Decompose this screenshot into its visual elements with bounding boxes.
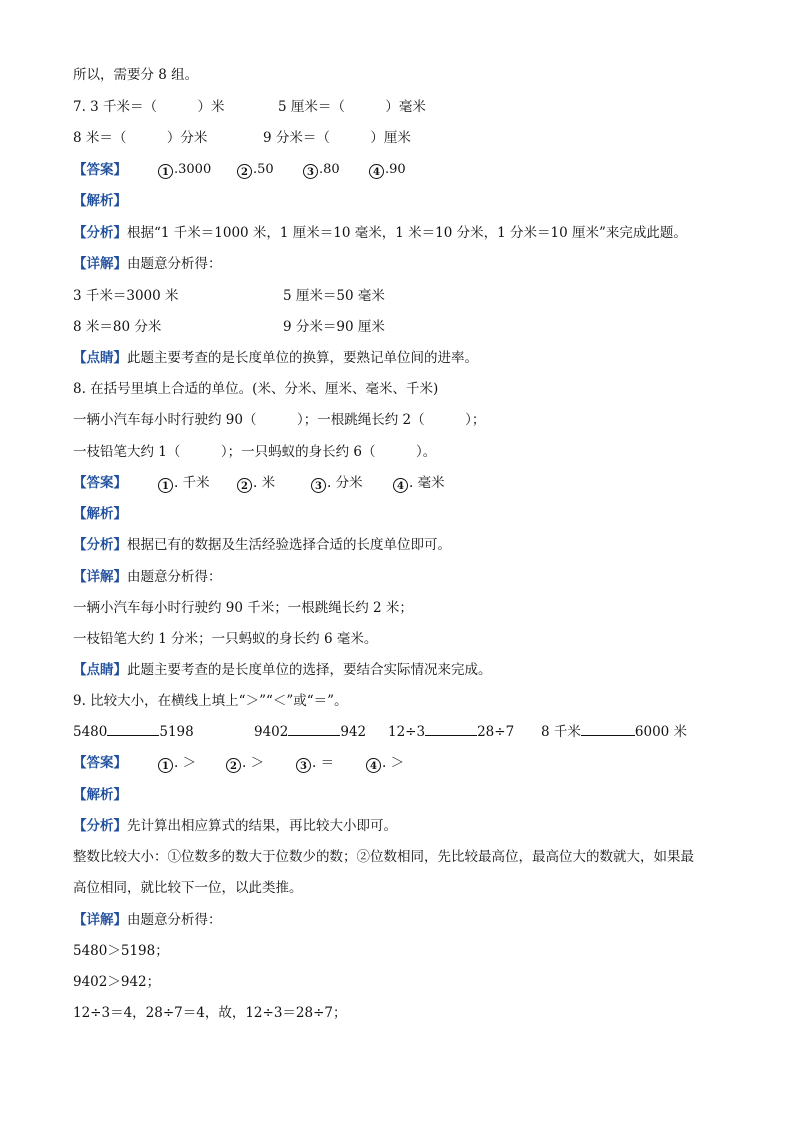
circled-number-icon: 1 (158, 758, 173, 773)
q9-detail: 【详解】由题意分析得： (73, 912, 222, 928)
analysis-tag: 【解析】 (73, 506, 127, 522)
section-tag: 【详解】 (73, 569, 127, 585)
q9-answer-2: 2 . ＞ (226, 754, 264, 773)
circled-number-icon: 3 (311, 478, 326, 493)
answer-blank (425, 723, 477, 736)
circled-number-icon: 4 (393, 478, 408, 493)
compare-right: 28÷7 (477, 724, 515, 740)
circled-number-icon: 2 (237, 478, 252, 493)
question-7-line-1 (73, 98, 225, 116)
section-tag: 【分析】 (73, 537, 127, 553)
compare-left: 8 千米 (541, 724, 581, 740)
question-9-title: 9. 比较大小，在横线上填上“＞”“＜”或“＝”。 (73, 693, 348, 709)
answer-blank (107, 723, 159, 736)
question-8-title: 8. 在括号里填上合适的单位。(米、分米、厘米、毫米、千米) (73, 381, 439, 397)
circled-number-icon: 4 (369, 164, 384, 179)
q8-detail-line-2: 一枝铅笔大约 1 分米；一只蚂蚁的身长约 6 毫米。 (73, 631, 378, 647)
q7-answer-1: 1 .3000 (158, 161, 211, 179)
section-tag: 【点睛】 (73, 662, 127, 678)
q7-answer-4: 4 .90 (369, 161, 406, 179)
q8-comment: 【点睛】此题主要考查的是长度单位的选择，要结合实际情况来完成。 (73, 662, 492, 678)
q9-answer-1: 1 . ＞ (158, 754, 196, 773)
q8-detail-line-1: 一辆小汽车每小时行驶约 90 千米；一根跳绳长约 2 米； (73, 600, 413, 616)
q9-detail-line-1: 5480＞5198； (73, 943, 169, 959)
answer-blank (581, 723, 635, 736)
q9-rule-line-2: 高位相同，就比较下一位，以此类推。 (73, 880, 303, 896)
circled-number-icon: 3 (303, 164, 318, 179)
section-tag: 【点睛】 (73, 350, 127, 366)
circled-number-icon: 4 (366, 758, 381, 773)
compare-left: 12÷3 (388, 724, 426, 740)
circled-number-icon: 2 (237, 164, 252, 179)
q9-detail-line-2: 9402＞942； (73, 974, 161, 990)
answer-tag: 【答案】 (73, 755, 127, 771)
q9-analysis: 【分析】先计算出相应算式的结果，再比较大小即可。 (73, 818, 397, 834)
answer-tag: 【答案】 (73, 162, 127, 178)
question-8-line-2: 一枝铅笔大约 1（ ）；一只蚂蚁的身长约 6（ ）。 (73, 444, 437, 460)
q8-answer-2: 2 . 米 (237, 474, 275, 493)
q8-analysis: 【分析】根据已有的数据及生活经验选择合适的长度单位即可。 (73, 537, 451, 553)
q7-answer-2: 2 .50 (237, 161, 274, 179)
compare-right: 5198 (159, 724, 194, 740)
q7-item-1: 7. 3 千米＝（ ）米 (73, 99, 225, 115)
q8-answer-3: 3 . 分米 (311, 474, 363, 493)
q7-result-2: 5 厘米＝50 毫米 (283, 288, 385, 304)
q9-answer-3: 3 . ＝ (296, 754, 334, 773)
circled-number-icon: 1 (158, 478, 173, 493)
question-9-compare-3 (388, 723, 514, 741)
circled-number-icon: 2 (226, 758, 241, 773)
analysis-tag: 【解析】 (73, 787, 127, 803)
q7-item-4: 9 分米＝（ ）厘米 (263, 130, 411, 146)
q9-answer-4: 4 . ＞ (366, 754, 404, 773)
q7-answer-3: 3 .80 (303, 161, 340, 179)
q7-result-4: 9 分米＝90 厘米 (283, 319, 385, 335)
q7-result-1: 3 千米＝3000 米 (73, 288, 179, 304)
q7-item-3: 8 米＝（ ）分米 (73, 130, 208, 146)
q9-detail-line-3: 12÷3＝4，28÷7＝4，故，12÷3＝28÷7； (73, 1005, 347, 1021)
answer-tag: 【答案】 (73, 475, 127, 491)
circled-number-icon: 3 (296, 758, 311, 773)
compare-left: 9402 (254, 724, 289, 740)
q7-detail: 【详解】由题意分析得： (73, 256, 222, 272)
q7-analysis: 【分析】根据“1 千米＝1000 米，1 厘米＝10 毫米，1 米＝10 分米，1 分米＝10 厘米”来完成此题。 (73, 225, 687, 241)
q9-rule-line-1: 整数比较大小：①位数多的数大于位数少的数；②位数相同，先比较最高位，最高位大的数就大，如果最 (73, 849, 694, 865)
q8-detail: 【详解】由题意分析得： (73, 569, 222, 585)
answer-blank (288, 723, 340, 736)
q7-result-3: 8 米＝80 分米 (73, 319, 162, 335)
compare-left: 5480 (73, 724, 108, 740)
section-tag: 【分析】 (73, 818, 127, 834)
analysis-tag: 【解析】 (73, 193, 127, 209)
q8-answer-4: 4 . 毫米 (393, 474, 445, 493)
q8-answer-1: 1 . 千米 (158, 474, 210, 493)
compare-right: 6000 米 (634, 724, 688, 740)
question-9-compare-4 (541, 723, 687, 741)
section-tag: 【详解】 (73, 256, 127, 272)
circled-number-icon: 1 (158, 164, 173, 179)
compare-right: 942 (340, 724, 367, 740)
q7-item-2: 5 厘米＝（ ）毫米 (278, 99, 426, 115)
section-tag: 【分析】 (73, 225, 127, 241)
question-9-compare-row (73, 723, 194, 741)
question-9-compare-2 (254, 723, 366, 741)
text-line: 所以，需要分 8 组。 (73, 67, 199, 83)
question-8-line-1: 一辆小汽车每小时行驶约 90（ ）；一根跳绳长约 2（ ）； (73, 412, 486, 428)
q7-comment: 【点睛】此题主要考查的是长度单位的换算，要熟记单位间的进率。 (73, 350, 478, 366)
section-tag: 【详解】 (73, 912, 127, 928)
